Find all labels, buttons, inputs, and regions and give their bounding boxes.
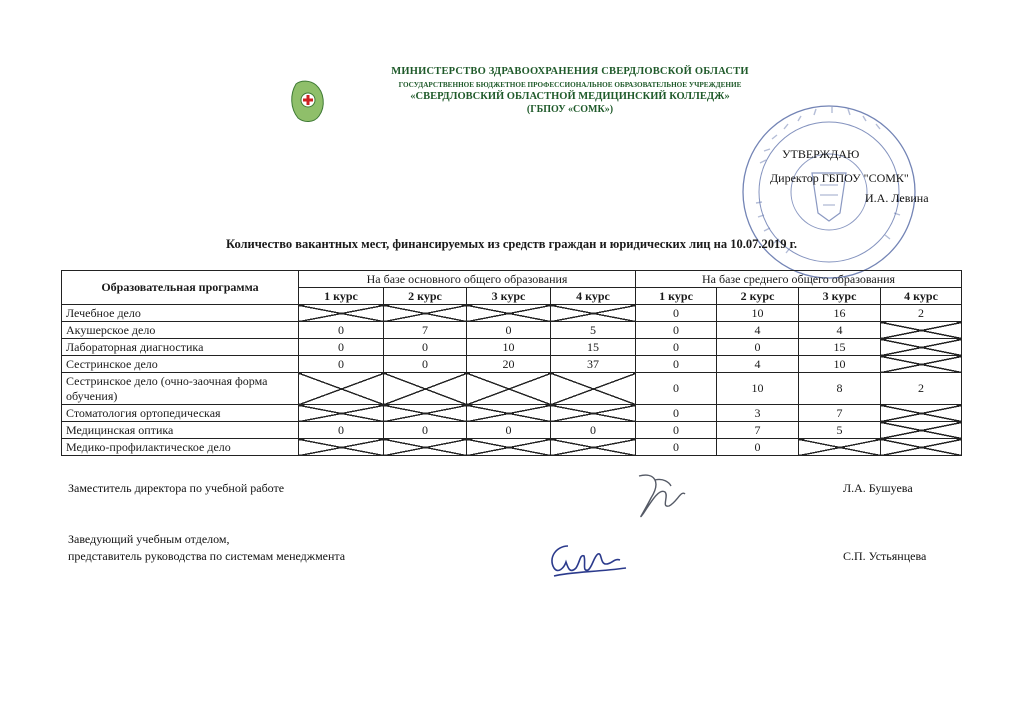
head-name: С.П. Устьянцева [843, 549, 927, 563]
basic-education-header: На базе основного общего образования [299, 271, 636, 288]
table-row [62, 439, 962, 456]
program-name-cell: Сестринское дело (очно-заочная форма обучения) [62, 373, 299, 405]
vacancy-count-cell: 0 [467, 422, 551, 439]
vacancy-count-cell: 7 [384, 322, 467, 339]
program-column-header: Образовательная программа [62, 271, 299, 305]
program-name-cell: Медицинская оптика [62, 422, 299, 439]
crossed-out-cell [299, 439, 384, 456]
table-row [62, 322, 962, 339]
crossed-out-cell [467, 373, 551, 405]
vacancy-count-cell: 10 [717, 373, 799, 405]
vacancy-count-cell: 5 [799, 422, 881, 439]
vacancy-count-cell: 16 [799, 305, 881, 322]
vacancy-count-cell: 5 [551, 322, 636, 339]
vacancies-table [61, 270, 962, 456]
college-name: «СВЕРДЛОВСКИЙ ОБЛАСТНОЙ МЕДИЦИНСКИЙ КОЛЛЕДЖ» [410, 91, 730, 102]
vacancy-count-cell: 0 [467, 322, 551, 339]
crossed-out-cell [881, 356, 962, 373]
vacancy-count-cell: 0 [384, 339, 467, 356]
vacancy-count-cell: 0 [636, 422, 717, 439]
vacancy-count-cell: 0 [299, 322, 384, 339]
vacancy-count-cell: 0 [384, 356, 467, 373]
deputy-position: Заместитель директора по учебной работе [68, 481, 285, 495]
crossed-out-cell [881, 339, 962, 356]
vacancy-count-cell: 0 [299, 422, 384, 439]
vacancy-count-cell: 0 [299, 356, 384, 373]
vacancy-count-cell: 0 [636, 405, 717, 422]
table-row [62, 373, 962, 405]
course-header: 4 курс [881, 288, 962, 305]
vacancy-count-cell: 10 [717, 305, 799, 322]
vacancy-count-cell: 20 [467, 356, 551, 373]
document-title: Количество вакантных мест, финансируемых из средств граждан и юридических лиц на 10.07.2019 г. [226, 237, 797, 251]
table-row [62, 356, 962, 373]
deputy-signature-icon [625, 468, 700, 528]
course-header: 3 курс [799, 288, 881, 305]
vacancy-count-cell: 2 [881, 305, 962, 322]
program-name-cell: Акушерское дело [62, 322, 299, 339]
crossed-out-cell [299, 373, 384, 405]
vacancy-count-cell: 4 [717, 322, 799, 339]
vacancy-count-cell: 15 [799, 339, 881, 356]
crossed-out-cell [467, 439, 551, 456]
approval-title: УТВЕРЖДАЮ [782, 147, 860, 161]
approval-block [770, 147, 929, 215]
crossed-out-cell [881, 422, 962, 439]
crossed-out-cell [384, 405, 467, 422]
vacancy-count-cell: 37 [551, 356, 636, 373]
course-header: 3 курс [467, 288, 551, 305]
crossed-out-cell [384, 373, 467, 405]
ministry-name: МИНИСТЕРСТВО ЗДРАВООХРАНЕНИЯ СВЕРДЛОВСКОЙ ОБЛАСТИ [391, 66, 749, 77]
vacancy-count-cell: 0 [299, 339, 384, 356]
table-row [62, 305, 962, 322]
head-position-line1: Заведующий учебным отделом, [68, 532, 230, 546]
crossed-out-cell [881, 322, 962, 339]
course-header: 4 курс [551, 288, 636, 305]
vacancy-count-cell: 0 [717, 439, 799, 456]
deputy-name: Л.А. Бушуева [843, 481, 913, 495]
program-name-cell: Лабораторная диагностика [62, 339, 299, 356]
crossed-out-cell [384, 305, 467, 322]
director-position: Директор ГБПОУ "СОМК" [770, 171, 909, 185]
head-signature-icon [540, 538, 635, 586]
vacancy-count-cell: 0 [636, 439, 717, 456]
vacancy-count-cell: 3 [717, 405, 799, 422]
program-name-cell: Стоматология ортопедическая [62, 405, 299, 422]
vacancy-count-cell: 4 [717, 356, 799, 373]
course-header: 2 курс [717, 288, 799, 305]
head-position-line2: представитель руководства по системам менеджмента [68, 549, 346, 563]
table-body [62, 305, 962, 456]
program-name-cell: Медико-профилактическое дело [62, 439, 299, 456]
vacancy-count-cell: 0 [636, 322, 717, 339]
vacancy-count-cell: 10 [467, 339, 551, 356]
vacancy-count-cell: 4 [799, 322, 881, 339]
vacancy-count-cell: 10 [799, 356, 881, 373]
vacancy-count-cell: 7 [717, 422, 799, 439]
crossed-out-cell [799, 439, 881, 456]
table-row [62, 422, 962, 439]
crossed-out-cell [881, 439, 962, 456]
program-name-cell: Лечебное дело [62, 305, 299, 322]
institution-type: ГОСУДАРСТВЕННОЕ БЮДЖЕТНОЕ ПРОФЕССИОНАЛЬНОЕ ОБРАЗОВАТЕЛЬНОЕ УЧРЕЖДЕНИЕ [398, 81, 742, 89]
vacancy-count-cell: 0 [636, 339, 717, 356]
vacancy-count-cell: 15 [551, 339, 636, 356]
course-header: 1 курс [636, 288, 717, 305]
director-name: И.А. Левина [865, 191, 929, 205]
table-row [62, 339, 962, 356]
crossed-out-cell [384, 439, 467, 456]
vacancy-count-cell: 7 [799, 405, 881, 422]
vacancy-count-cell: 0 [636, 305, 717, 322]
course-header: 2 курс [384, 288, 467, 305]
crossed-out-cell [881, 405, 962, 422]
college-abbrev: (ГБПОУ «СОМК») [526, 104, 614, 115]
crossed-out-cell [467, 305, 551, 322]
vacancy-count-cell: 2 [881, 373, 962, 405]
vacancy-count-cell: 0 [551, 422, 636, 439]
vacancy-count-cell: 0 [636, 356, 717, 373]
vacancy-count-cell: 8 [799, 373, 881, 405]
program-name-cell: Сестринское дело [62, 356, 299, 373]
crossed-out-cell [299, 405, 384, 422]
crossed-out-cell [467, 405, 551, 422]
course-header: 1 курс [299, 288, 384, 305]
crossed-out-cell [551, 405, 636, 422]
crossed-out-cell [551, 439, 636, 456]
crossed-out-cell [551, 373, 636, 405]
vacancy-count-cell: 0 [384, 422, 467, 439]
crossed-out-cell [299, 305, 384, 322]
crossed-out-cell [551, 305, 636, 322]
vacancy-count-cell: 0 [717, 339, 799, 356]
table-row [62, 405, 962, 422]
secondary-education-header: На базе среднего общего образования [636, 271, 962, 288]
vacancy-count-cell: 0 [636, 373, 717, 405]
